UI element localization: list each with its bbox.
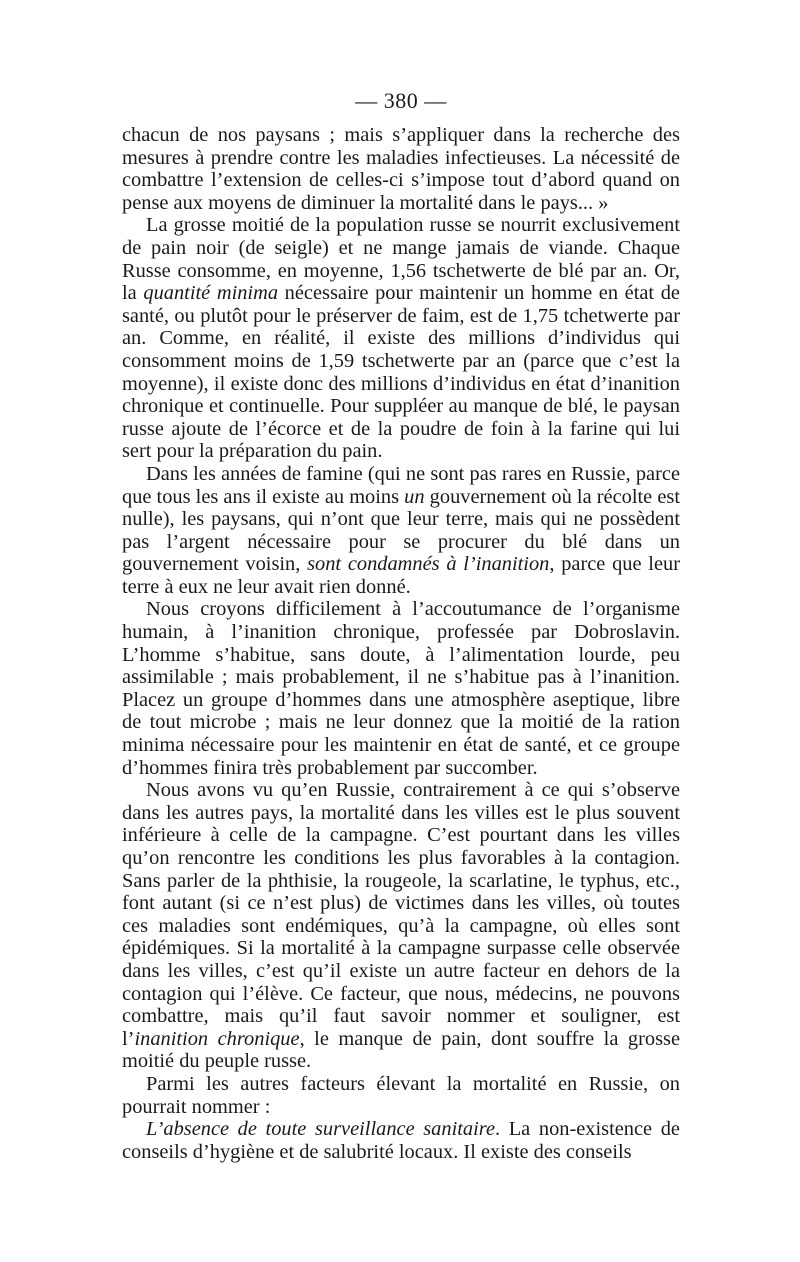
text-segment: chacun de nos paysans ; mais s’appliquer dans la recherche des mesures à prendre contre les maladies infectieuses. La nécessité de combattre l’extension de celles-ci s’impose tout d’abord quand on pense aux moyens de diminuer la mortalité dans le pays... »	[122, 124, 680, 214]
paragraph	[122, 463, 680, 599]
text-segment: Nous croyons difficilement à l’accoutumance de l’organisme humain, à l’inanition chronique, professée par Dobroslavin. L’homme s’habitue, sans doute, à l’alimentation lourde, peu assimilable ; mais probablement, il ne s’habitue pas à l’inanition. Placez un groupe d’hommes dans une atmosphère aseptique, libre de tout microbe ; mais ne leur donnez que la moitié de la ration minima nécessaire pour les maintenir en état de santé, et ce groupe d’hommes finira très probablement par succomber.	[122, 598, 680, 779]
italic-text-segment: inanition chronique	[134, 1027, 300, 1050]
text-segment: . La non-existence de conseils d’hygiène et de salubrité locaux. Il existe des conseils	[122, 1118, 680, 1163]
italic-text-segment: L’absence de toute surveillance sanitaire	[146, 1118, 495, 1141]
text-segment: Dans les années de famine (qui ne sont pas rares en Russie, parce que tous les ans il existe au moins	[122, 462, 680, 508]
text-segment: La grosse moitié de la population russe se nourrit exclusivement de pain noir (de seigle) et ne mange jamais de viande. Chaque Russe consomme, en moyenne, 1,56 tschetwerte de blé par an. Or, la	[122, 214, 680, 305]
paragraph	[122, 214, 680, 463]
text-segment: Parmi les autres facteurs élevant la mortalité en Russie, on pourrait nommer :	[122, 1072, 680, 1118]
paragraph	[122, 1118, 680, 1163]
paragraph	[122, 598, 680, 779]
page-number: — 380 —	[355, 88, 447, 113]
text-segment: Nous avons vu qu’en Russie, contrairement à ce qui s’observe dans les autres pays, la mortalité dans les villes est le plus souvent inférieure à celle de la campagne. C’est pourtant dans les villes qu’on rencontre les conditions les plus favorables à la contagion. Sans parler de la phthisie, la rougeole, la scarlatine, le typhus, etc., font autant (si ce n’est plus) de victimes dans les villes, où toutes ces maladies sont endémiques, qu’à la campagne, où elles sont épidémiques. Si la mortalité à la campagne surpasse celle observée dans les villes, c’est qu’il existe un autre facteur en dehors de la contagion qui l’élève. Ce facteur, que nous, médecins, ne pouvons combattre, mais qu’il faut savoir nommer et souligner, est l’	[122, 779, 680, 1050]
text-segment: nécessaire pour maintenir un homme en état de santé, ou plutôt pour le préserver de faim, est de 1,75 tchetwerte par an. Comme, en réalité, il existe des millions d’individus qui consomment moins de 1,59 tschetwerte par an (parce que c’est la moyenne), il existe donc des millions d’individus en état d’inanition chronique et continuelle. Pour suppléer au manque de blé, le paysan russe ajoute de l’écorce et de la poudre de foin à la farine qui lui sert pour la préparation du pain.	[122, 282, 680, 463]
paragraph	[122, 124, 680, 214]
paragraph	[122, 779, 680, 1073]
italic-text-segment: quantité minima	[143, 282, 279, 305]
italic-text-segment: sont condamnés à l’inanition	[307, 553, 550, 576]
text-segment: , parce que leur terre à eux ne leur avait rien donné.	[122, 553, 681, 598]
text-segment: gouvernement où la récolte est nulle), les paysans, qui n’ont que leur terre, mais qui ne possèdent pas l’argent nécessaire pour se procurer du blé dans un gouvernement voisin,	[122, 485, 680, 576]
italic-text-segment: un	[404, 485, 425, 508]
text-segment: , le manque de pain, dont souffre la grosse moitié du peuple russe.	[122, 1027, 681, 1073]
book-page	[122, 88, 680, 1163]
paragraph	[122, 1073, 680, 1118]
body-text	[122, 124, 680, 1163]
